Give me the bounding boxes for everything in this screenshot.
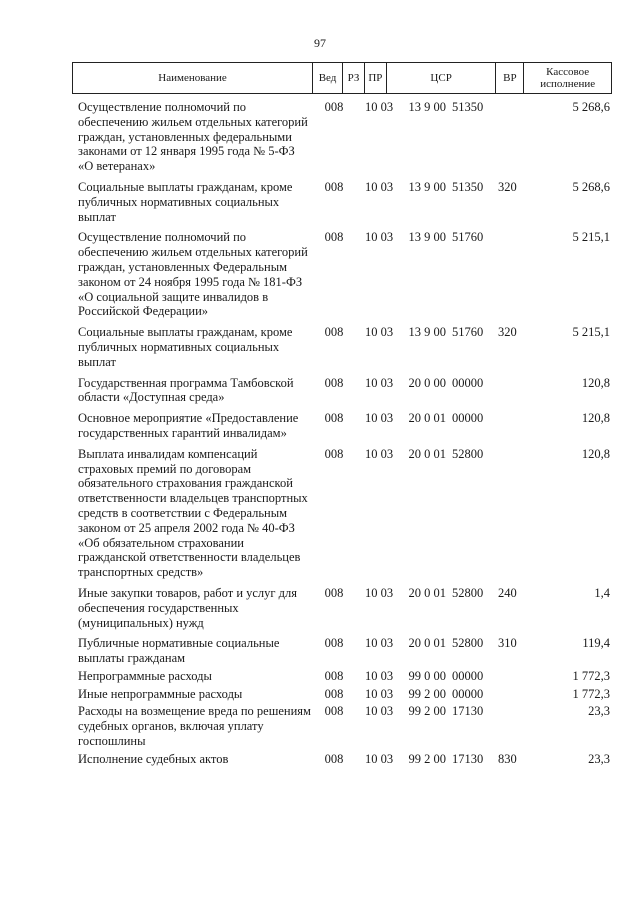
row-ved: 008	[324, 668, 344, 683]
row-csr-program: 99 0 00	[408, 668, 446, 683]
row-rzpr: 10 03	[364, 704, 394, 719]
table-row	[72, 636, 612, 666]
row-ved: 008	[324, 446, 344, 461]
row-vr: 830	[498, 751, 517, 766]
row-rzpr: 10 03	[364, 751, 394, 766]
header-pr: ПР	[364, 63, 386, 93]
row-csr-program: 13 9 00	[408, 100, 446, 114]
row-csr-direction: 51760	[452, 230, 484, 245]
row-name: Иные непрограммные расходы	[78, 686, 243, 701]
row-vr	[498, 376, 528, 406]
row-rzpr: 10 03	[364, 325, 394, 340]
row-value: 120,8	[581, 446, 610, 461]
row-vr	[498, 447, 528, 580]
row-value: 5 215,1	[572, 325, 610, 340]
row-ved: 008	[324, 585, 344, 600]
row-value: 5 268,6	[572, 179, 610, 194]
header-vr: ВР	[495, 63, 523, 93]
page-number: 97	[314, 36, 326, 50]
table-body	[72, 100, 612, 767]
row-value: 5 215,1	[572, 230, 610, 245]
row-rzpr: 10 03	[364, 446, 394, 461]
row-csr-direction: 51350	[452, 179, 484, 194]
table-row	[72, 687, 612, 702]
row-csr-direction: 00000	[452, 686, 484, 701]
row-name: Осуществление полномочий по обеспечению жильем отдельных категорий граждан, установленных федеральными законами от 12 января 1995 года № 5-ФЗ «О ветеранах»	[78, 100, 308, 174]
row-ved: 008	[324, 704, 344, 719]
row-ved: 008	[324, 179, 344, 194]
row-rzpr: 10 03	[364, 585, 394, 600]
row-rzpr: 10 03	[364, 411, 394, 426]
row-csr-program: 13 9 00	[408, 179, 446, 194]
row-value: 1 772,3	[572, 686, 610, 701]
row-ved: 008	[324, 751, 344, 766]
row-vr	[498, 704, 528, 748]
row-vr: 320	[498, 179, 517, 194]
table-row	[72, 704, 612, 748]
table-row	[72, 669, 612, 684]
row-csr-direction: 52800	[452, 585, 484, 600]
row-ved: 008	[324, 636, 344, 651]
row-value: 119,4	[582, 636, 610, 651]
header-ved: Вед	[312, 63, 342, 93]
table-row	[72, 230, 612, 319]
row-vr	[498, 687, 528, 702]
row-csr-direction: 17130	[452, 751, 484, 766]
row-rzpr: 10 03	[364, 230, 394, 245]
row-csr-program: 13 9 00	[408, 230, 446, 245]
row-csr-program: 20 0 01	[408, 411, 446, 426]
table-row	[72, 447, 612, 580]
row-name: Выплата инвалидам компенсаций страховых премий по договорам обязательного страхования гражданской ответственности владельцев транспортных средств в соответствии с Федеральным законом от 25 апреля 2002 года № 40-ФЗ «Об обязательном страховании гражданской ответственности владельцев транспортных средств»	[78, 446, 308, 580]
row-rzpr: 10 03	[364, 100, 394, 114]
row-csr-program: 20 0 00	[408, 375, 446, 390]
row-csr-program: 20 0 01	[408, 585, 446, 600]
row-csr-program: 99 2 00	[408, 704, 446, 719]
row-ved: 008	[324, 686, 344, 701]
row-rzpr: 10 03	[364, 636, 394, 651]
row-vr: 320	[498, 325, 517, 340]
row-csr-direction: 51350	[452, 100, 484, 114]
row-name: Социальные выплаты гражданам, кроме публичных нормативных социальных выплат	[78, 179, 293, 224]
table-row	[72, 376, 612, 406]
row-csr-direction: 00000	[452, 411, 484, 426]
row-rzpr: 10 03	[364, 668, 394, 683]
header-kassovoe: Кассовое исполнение	[523, 63, 611, 93]
row-csr-direction: 52800	[452, 446, 484, 461]
row-value: 1 772,3	[572, 668, 610, 683]
row-value: 5 268,6	[572, 100, 610, 114]
header-name: Наименование	[158, 72, 227, 84]
table-row	[72, 100, 612, 174]
row-csr-direction: 52800	[452, 636, 484, 651]
row-ved: 008	[324, 100, 344, 114]
row-ved: 008	[324, 375, 344, 390]
row-ved: 008	[324, 411, 344, 426]
table-row	[72, 411, 612, 441]
row-csr-program: 99 2 00	[408, 686, 446, 701]
row-value: 23,3	[588, 704, 610, 719]
row-rzpr: 10 03	[364, 375, 394, 390]
budget-table	[72, 62, 612, 767]
row-csr-direction: 17130	[452, 704, 484, 719]
row-value: 120,8	[581, 411, 610, 426]
row-name: Государственная программа Тамбовской области «Доступная среда»	[78, 375, 294, 405]
table-row	[72, 752, 612, 767]
row-csr-program: 99 2 00	[408, 751, 446, 766]
header-csr: ЦСР	[386, 63, 496, 93]
row-name: Публичные нормативные социальные выплаты гражданам	[78, 636, 280, 666]
row-vr: 310	[498, 636, 517, 651]
row-vr	[498, 411, 528, 441]
row-name: Осуществление полномочий по обеспечению жильем отдельных категорий граждан, установленных Федеральным законом от 24 ноября 1995 года № 181-ФЗ «О социальной защите инвалидов в Российской Федерации»	[78, 230, 308, 319]
row-name: Иные закупки товаров, работ и услуг для обеспечения государственных (муниципальных) нужд	[78, 585, 298, 630]
row-csr-direction: 00000	[452, 375, 484, 390]
row-ved: 008	[324, 325, 344, 340]
row-ved: 008	[324, 230, 344, 245]
row-name: Основное мероприятие «Предоставление государственных гарантий инвалидам»	[78, 411, 299, 440]
table-row	[72, 325, 612, 369]
row-name: Расходы на возмещение вреда по решениям судебных органов, включая уплату госпошлины	[78, 704, 311, 749]
table-row	[72, 180, 612, 224]
row-vr	[498, 100, 528, 174]
row-value: 120,8	[581, 375, 610, 390]
row-name: Исполнение судебных актов	[78, 751, 229, 766]
row-name: Непрограммные расходы	[78, 668, 212, 683]
row-csr-direction: 00000	[452, 668, 484, 683]
row-csr-program: 13 9 00	[408, 325, 446, 340]
table-header	[72, 62, 612, 94]
row-csr-direction: 51760	[452, 325, 484, 340]
header-rz: РЗ	[342, 63, 364, 93]
row-csr-program: 20 0 01	[408, 636, 446, 651]
row-value: 23,3	[588, 751, 610, 766]
row-vr	[498, 230, 528, 319]
row-rzpr: 10 03	[364, 179, 394, 194]
row-csr-program: 20 0 01	[408, 446, 446, 461]
row-rzpr: 10 03	[364, 686, 394, 701]
table-row	[72, 586, 612, 630]
row-vr: 240	[498, 585, 517, 600]
row-vr	[498, 669, 528, 684]
row-value: 1,4	[594, 585, 610, 600]
row-name: Социальные выплаты гражданам, кроме публичных нормативных социальных выплат	[78, 325, 293, 369]
